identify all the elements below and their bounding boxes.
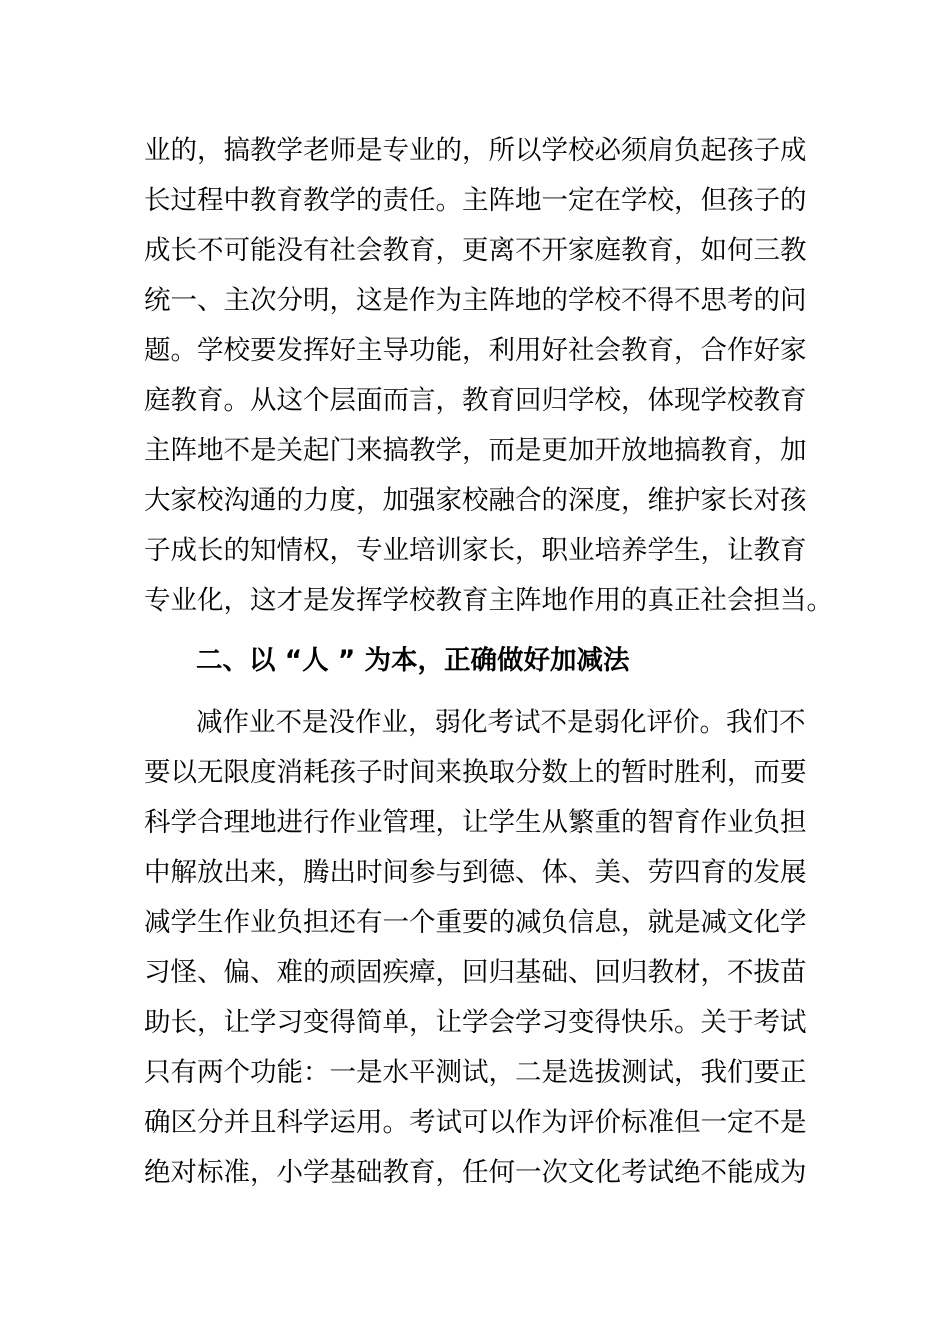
paragraph-2-line-9: 确区分并且科学运用。考试可以作为评价标准但一定不是 [144,1107,807,1138]
paragraph-2-line-2: 要以无限度消耗孩子时间来换取分数上的暂时胜利，而要 [144,757,807,788]
paragraph-2-line-7: 助长，让学习变得简单，让学会学习变得快乐。关于考试 [144,1007,807,1038]
paragraph-2-line-4: 中解放出来，腾出时间参与到德、体、美、劳四育的发展 [144,857,807,888]
paragraph-1-line-2: 长过程中教育教学的责任。主阵地一定在学校，但孩子的 [144,185,807,216]
paragraph-2-line-5: 减学生作业负担还有一个重要的减负信息，就是减文化学 [144,907,807,938]
paragraph-1-line-3: 成长不可能没有社会教育，更离不开家庭教育，如何三教 [144,235,807,266]
paragraph-2-line-3: 科学合理地进行作业管理，让学生从繁重的智育作业负担 [144,807,807,838]
paragraph-2-line-1: 减作业不是没作业，弱化考试不是弱化评价。我们不 [196,707,806,738]
paragraph-1-line-10: 专业化，这才是发挥学校教育主阵地作用的真正社会担当。 [144,585,833,616]
paragraph-2-line-6: 习怪、偏、难的顽固疾瘴，回归基础、回归教材，不拔苗 [144,957,807,988]
paragraph-2-line-8: 只有两个功能：一是水平测试，二是选拔测试，我们要正 [144,1057,807,1088]
section-heading: 二、以 “人 ” 为本，正确做好加减法 [196,645,630,676]
paragraph-1-line-4: 统一、主次分明，这是作为主阵地的学校不得不思考的问 [144,285,807,316]
paragraph-1-line-5: 题。学校要发挥好主导功能，利用好社会教育，合作好家 [144,335,807,366]
paragraph-1-line-6: 庭教育。从这个层面而言，教育回归学校，体现学校教育 [144,385,807,416]
paragraph-1-line-1: 业的，搞教学老师是专业的，所以学校必须肩负起孩子成 [144,135,807,166]
paragraph-2-line-10: 绝对标准，小学基础教育，任何一次文化考试绝不能成为 [144,1157,807,1188]
paragraph-1-line-7: 主阵地不是关起门来搞教学，而是更加开放地搞教育，加 [144,435,807,466]
paragraph-1-line-9: 子成长的知情权，专业培训家长，职业培养学生，让教育 [144,535,807,566]
paragraph-1-line-8: 大家校沟通的力度，加强家校融合的深度，维护家长对孩 [144,485,807,516]
